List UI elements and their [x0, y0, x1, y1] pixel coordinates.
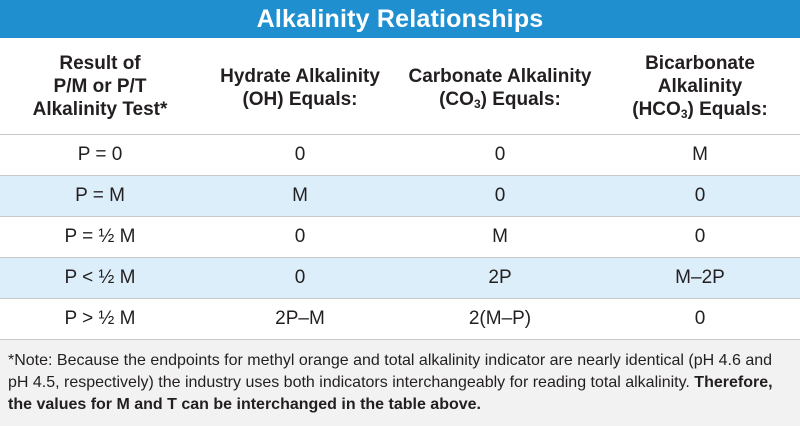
cell-result: P < ½ M — [64, 267, 136, 288]
header-bicarbonate-line-3: $(HCO_3)$ Equals: — [632, 98, 768, 121]
header-bicarbonate — [600, 38, 800, 134]
header-carbonate-line-2: $(CO_3)$ Equals: — [439, 89, 561, 111]
header-carbonate — [400, 38, 600, 134]
cell-bicarbonate: 0 — [694, 185, 706, 206]
table-row — [0, 217, 800, 258]
header-bicarbonate-line-1: Bicarbonate — [645, 52, 755, 74]
cell-bicarbonate: 0 — [694, 308, 706, 329]
table-row — [0, 176, 800, 217]
cell-carbonate: 2(M–P) — [468, 308, 532, 329]
footnote-text: *Note: Because the endpoints for methyl orange and total alkalinity indicator are nearly identical (pH 4.6 and pH 4.5, respectively) the industry uses both indicators interchangeably for reading total alkalinity. — [8, 352, 773, 391]
footnote — [0, 340, 800, 416]
table-header-row — [0, 38, 800, 135]
table-row — [0, 258, 800, 299]
header-result-line-2: P/M or P/T — [53, 75, 147, 97]
header-hydrate — [200, 38, 400, 134]
cell-bicarbonate: 0 — [694, 226, 706, 247]
cell-result: P > ½ M — [64, 308, 136, 329]
table-title: Alkalinity Relationships — [0, 0, 800, 38]
cell-carbonate: M — [492, 226, 508, 247]
cell-hydrate: 0 — [294, 226, 306, 247]
cell-bicarbonate: M–2P — [675, 267, 725, 288]
cell-result: P = M — [75, 185, 125, 206]
cell-hydrate: M — [292, 185, 308, 206]
header-hydrate-line-2: (OH) Equals: — [242, 89, 358, 110]
table-row — [0, 299, 800, 340]
footnote-bold-text: Therefore, the values for M and T can be interchanged in the table above. — [8, 374, 773, 413]
cell-hydrate: 2P–M — [275, 308, 325, 329]
cell-hydrate: 0 — [294, 267, 306, 288]
cell-result: P = 0 — [77, 144, 123, 165]
cell-carbonate: 2P — [488, 267, 512, 288]
header-carbonate-line-1: Carbonate Alkalinity — [408, 66, 592, 87]
header-result-line-1: Result of — [59, 52, 141, 74]
header-hydrate-line-1: Hydrate Alkalinity — [220, 66, 380, 87]
cell-result: P = ½ M — [64, 226, 136, 247]
cell-carbonate: 0 — [494, 144, 506, 165]
header-bicarbonate-line-2: Alkalinity — [657, 75, 743, 97]
cell-bicarbonate: M — [692, 144, 708, 165]
cell-carbonate: 0 — [494, 185, 506, 206]
header-result — [0, 38, 200, 134]
header-result-line-3: Alkalinity Test* — [32, 98, 168, 120]
table-row — [0, 135, 800, 176]
cell-hydrate: 0 — [294, 144, 306, 165]
